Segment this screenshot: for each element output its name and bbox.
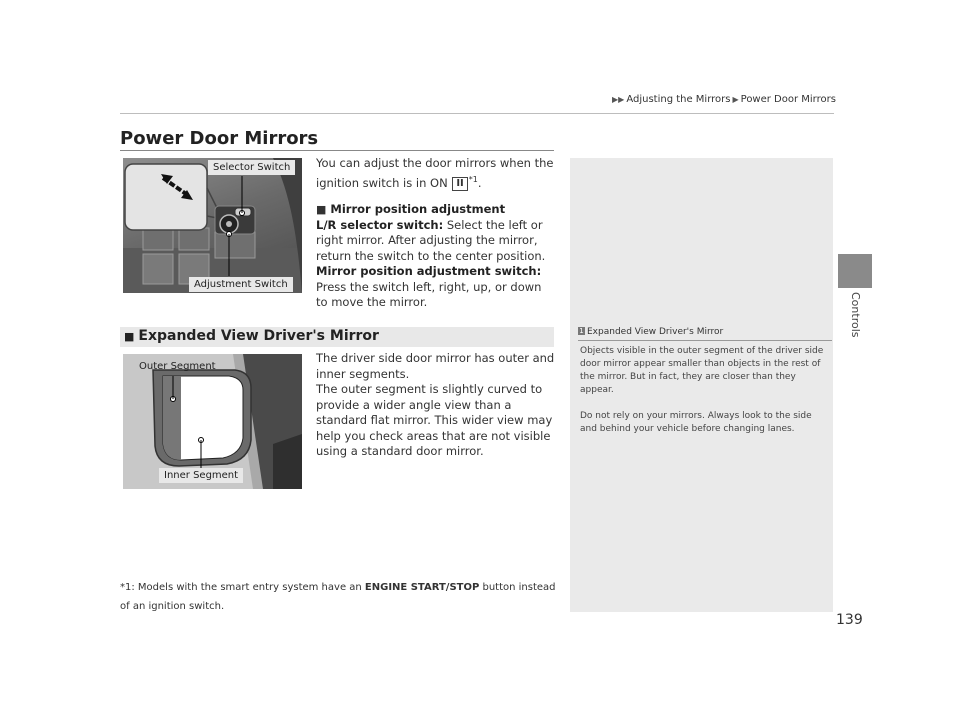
lr-selector-paragraph <box>316 218 556 265</box>
note-title[interactable] <box>578 327 723 337</box>
note-divider <box>578 340 832 341</box>
footnote-reference[interactable]: *1 <box>468 174 478 184</box>
expanded-view-paragraph-1: The driver side door mirror has outer and inner segments. <box>316 351 555 381</box>
triangle-right-icon: ▶ <box>732 95 739 104</box>
selector-switch-callout: Selector Switch <box>208 160 295 175</box>
footnote <box>120 578 560 616</box>
header-divider <box>120 113 834 114</box>
footnote-text-end: button instead of an ignition switch. <box>120 582 556 612</box>
mirror-position-section <box>316 202 556 311</box>
title-divider <box>120 150 554 151</box>
note-body <box>580 345 824 436</box>
square-bullet-icon: ■ <box>316 203 327 216</box>
lr-selector-label: L/R selector switch: <box>316 217 444 232</box>
mirror-switch-illustration <box>123 158 302 293</box>
mirror-position-heading <box>316 202 556 218</box>
adjustment-switch-paragraph <box>316 264 556 311</box>
inner-segment-callout: Inner Segment <box>159 468 243 483</box>
intro-text: You can adjust the door mirrors when the ignition switch is in ON <box>316 156 554 190</box>
square-bullet-icon: ■ <box>124 330 135 343</box>
note-paragraph-2: Do not rely on your mirrors. Always look to the side and behind your vehicle before changing lanes. <box>580 411 812 434</box>
expanded-view-body <box>316 351 556 460</box>
adjustment-switch-callout: Adjustment Switch <box>189 277 293 292</box>
chapter-tab-label[interactable]: Controls <box>849 292 862 338</box>
note-marker-icon: 1 <box>579 327 584 335</box>
adjustment-switch-text: Press the switch left, right, up, or down to move the mirror. <box>316 279 542 309</box>
mirror-switch-photo <box>123 158 302 293</box>
note-title-text: Expanded View Driver's Mirror <box>587 327 724 337</box>
ignition-on-ii-key: II <box>452 177 467 191</box>
page-number: 139 <box>836 612 863 628</box>
intro-paragraph <box>316 156 556 191</box>
adjustment-switch-label: Mirror position adjustment switch: <box>316 264 542 278</box>
footnote-text: Models with the smart entry system have an <box>137 582 365 593</box>
lr-selector-text: Select the left or right mirror. After adjusting the mirror, return the switch to the center position. <box>316 217 546 263</box>
chapter-tab-marker <box>838 254 872 288</box>
triangle-right-icon: ▶▶ <box>612 95 625 104</box>
intro-text-end: . <box>477 175 482 190</box>
page-title: Power Door Mirrors <box>120 128 319 149</box>
note-paragraph-1: Objects visible in the outer segment of the driver side door mirror appear smaller than objects in the rest of the mirror. But in fact, they are closer than they appear. <box>580 346 824 395</box>
breadcrumb-item-adjusting-mirrors[interactable]: Adjusting the Mirrors <box>626 94 731 105</box>
footnote-marker: *1: <box>120 582 138 593</box>
expanded-view-heading-text: Expanded View Driver's Mirror <box>138 328 379 344</box>
expanded-view-paragraph-2: The outer segment is slightly curved to provide a wider angle view than a standard flat mirror. This wider view may help you check areas that are not visible using a standard door mirror. <box>316 382 553 458</box>
engine-start-stop-label: ENGINE START/STOP <box>364 582 480 593</box>
outer-segment-callout: Outer Segment <box>139 361 216 372</box>
breadcrumb-item-power-door-mirrors[interactable]: Power Door Mirrors <box>740 94 836 105</box>
breadcrumb <box>612 94 836 105</box>
expanded-view-heading <box>124 328 379 344</box>
mirror-position-heading-text: Mirror position adjustment <box>330 202 506 216</box>
